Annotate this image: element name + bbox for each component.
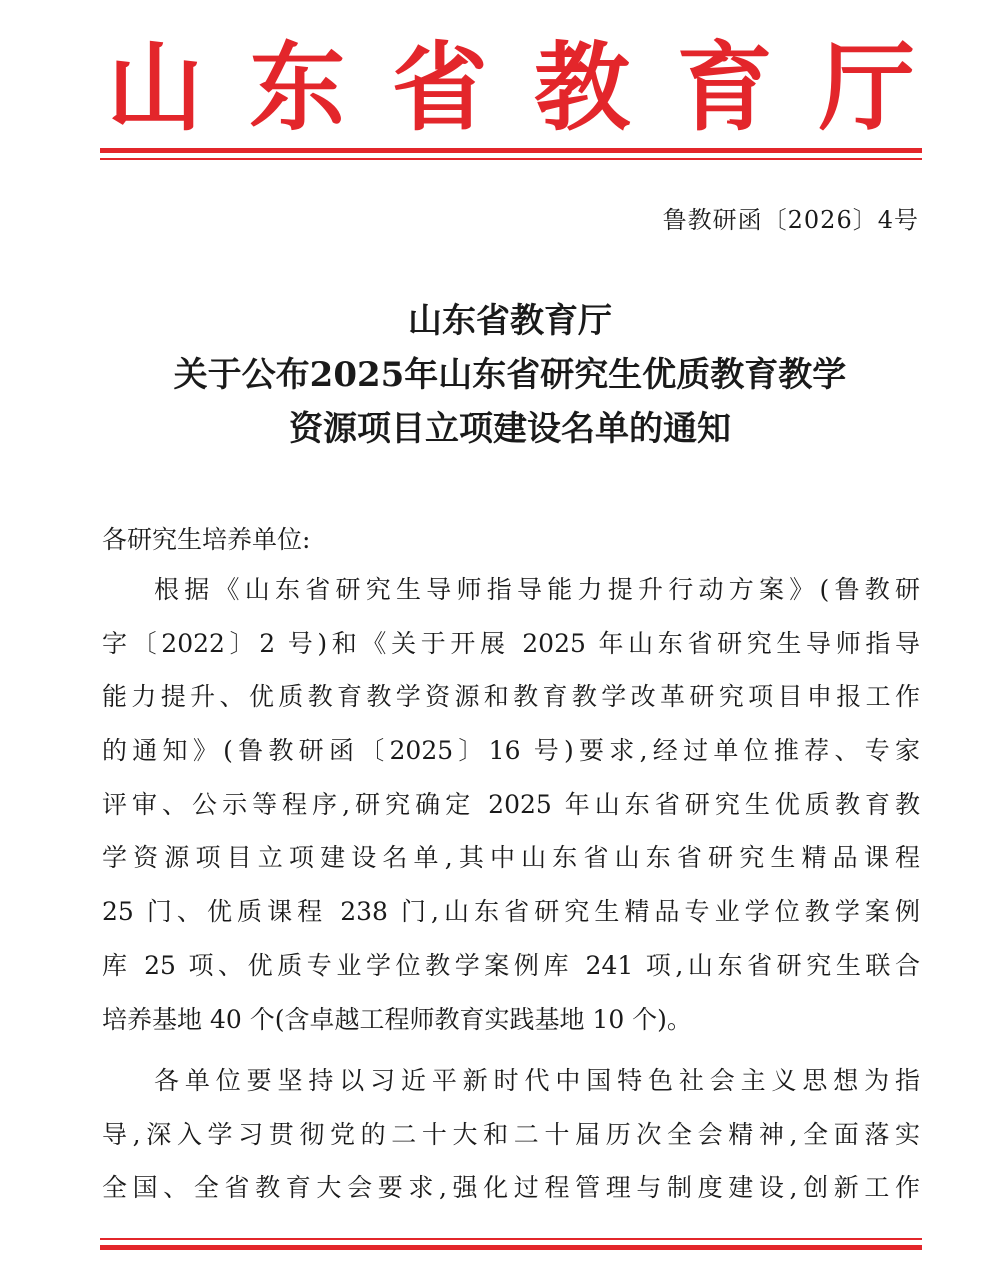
masthead-char: 省 (391, 31, 488, 144)
masthead-divider-thin (100, 158, 922, 160)
paragraph-line: 培养基地 40 个(含卓越工程师教育实践基地 10 个)。 (102, 1004, 692, 1034)
footer-divider-thin (100, 1238, 922, 1240)
paragraph-line: 25 门、优质课程 238 门,山东省研究生精品专业学位教学案例 (102, 897, 920, 927)
footer-divider-thick (100, 1245, 922, 1250)
document-number: 鲁教研函〔2026〕4号 (662, 206, 919, 234)
paragraph-line: 全国、全省教育大会要求,强化过程管理与制度建设,创新工作 (102, 1173, 920, 1203)
paragraph-line: 学资源项目立项建设名单,其中山东省山东省研究生精品课程 (102, 843, 920, 873)
masthead-char: 厅 (818, 31, 915, 144)
masthead-divider-thick (100, 148, 922, 153)
paragraph-line: 的通知》(鲁教研函〔2025〕16 号)要求,经过单位推荐、专家 (102, 736, 920, 766)
body-paragraph-1 (102, 563, 920, 1046)
paragraph-line: 字〔2022〕2 号)和《关于开展 2025 年山东省研究生导师指导 (102, 628, 920, 658)
masthead-char: 东 (249, 31, 346, 144)
title-line-subject: 关于公布2025年山东省研究生优质教育教学 (173, 355, 847, 395)
paragraph-line: 库 25 项、优质专业学位教学案例库 241 项,山东省研究生联合 (102, 950, 920, 980)
body-paragraph-2 (102, 1054, 920, 1215)
title-line-issuer: 山东省教育厅 (408, 301, 612, 341)
paragraph-line: 各单位要坚持以习近平新时代中国特色社会主义思想为指 (154, 1066, 920, 1095)
paragraph-line: 能力提升、优质教育教学资源和教育教学改革研究项目申报工作 (102, 682, 920, 712)
paragraph-line: 根据《山东省研究生导师指导能力提升行动方案》(鲁教研 (154, 575, 920, 604)
paragraph-line: 导,深入学习贯彻党的二十大和二十届历次全会精神,全面落实 (102, 1119, 920, 1149)
document-title (60, 294, 960, 456)
masthead (100, 31, 922, 144)
title-line-subject-cont: 资源项目立项建设名单的通知 (289, 409, 731, 449)
salutation: 各研究生培养单位: (102, 525, 311, 554)
paragraph-line: 评审、公示等程序,研究确定 2025 年山东省研究生优质教育教 (102, 789, 920, 819)
masthead-char: 山 (107, 31, 203, 144)
masthead-char: 教 (534, 31, 631, 144)
masthead-char: 育 (676, 31, 773, 144)
